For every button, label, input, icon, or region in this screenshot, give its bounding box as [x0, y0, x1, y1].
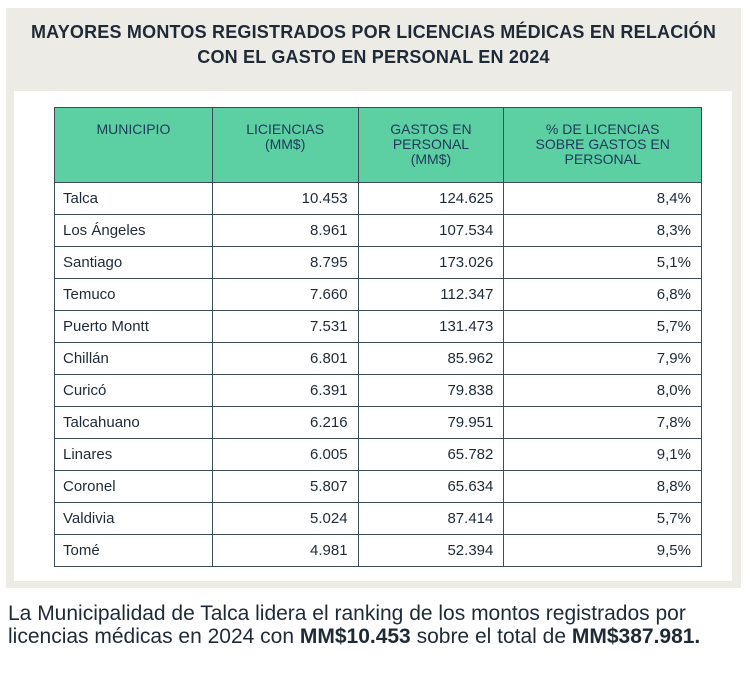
value-cell: 79.951 [358, 407, 504, 439]
value-cell: 6.801 [212, 343, 358, 375]
table-row [55, 343, 702, 375]
table-panel [14, 91, 732, 581]
value-cell: 52.394 [358, 535, 504, 567]
caption-text [8, 602, 748, 648]
value-cell: 6.216 [212, 407, 358, 439]
municipality-cell: Talca [55, 183, 213, 215]
chart-title [6, 20, 741, 70]
value-cell: 131.473 [358, 311, 504, 343]
table-row [55, 439, 702, 471]
value-cell: 6,8% [504, 279, 702, 311]
value-cell: 124.625 [358, 183, 504, 215]
value-cell: 5,7% [504, 311, 702, 343]
column-header-line: SOBRE GASTOS EN [535, 136, 670, 152]
table-header-row [55, 108, 702, 183]
table-row [55, 247, 702, 279]
table-row [55, 503, 702, 535]
column-header-line: PERSONAL [564, 151, 641, 167]
value-cell: 10.453 [212, 183, 358, 215]
value-cell: 8,4% [504, 183, 702, 215]
municipality-cell: Santiago [55, 247, 213, 279]
value-cell: 7.531 [212, 311, 358, 343]
table-row [55, 215, 702, 247]
value-cell: 7,9% [504, 343, 702, 375]
value-cell: 6.391 [212, 375, 358, 407]
infographic-card [6, 8, 741, 588]
value-cell: 9,1% [504, 439, 702, 471]
column-header [358, 108, 504, 183]
table-row [55, 183, 702, 215]
municipality-cell: Curicó [55, 375, 213, 407]
value-cell: 8,0% [504, 375, 702, 407]
value-cell: 85.962 [358, 343, 504, 375]
value-cell: 112.347 [358, 279, 504, 311]
value-cell: 8,8% [504, 471, 702, 503]
municipality-cell: Linares [55, 439, 213, 471]
column-header-line: % DE LICENCIAS [545, 121, 660, 137]
value-cell: 5.024 [212, 503, 358, 535]
title-part-2: MONTOS [126, 22, 207, 42]
value-cell: 6.005 [212, 439, 358, 471]
column-header [212, 108, 358, 183]
value-cell: 65.634 [358, 471, 504, 503]
value-cell: 65.782 [358, 439, 504, 471]
municipality-cell: Valdivia [55, 503, 213, 535]
column-header [55, 108, 213, 183]
table-row [55, 535, 702, 567]
table-row [55, 407, 702, 439]
column-header-line: LICIENCIAS [246, 121, 325, 137]
value-cell: 79.838 [358, 375, 504, 407]
table-body [55, 183, 702, 567]
column-header-line: MUNICIPIO [96, 121, 171, 137]
caption-text-1: La Municipalidad de Talca lidera el ranking de los montos registrados por licencias médicas en 2024 con [8, 602, 686, 648]
title-part-1: MAYORES [30, 22, 127, 42]
value-cell: 4.981 [212, 535, 358, 567]
municipality-cell: Los Ángeles [55, 215, 213, 247]
table-row [55, 279, 702, 311]
value-cell: 5,1% [504, 247, 702, 279]
value-cell: 173.026 [358, 247, 504, 279]
municipality-cell: Puerto Montt [55, 311, 213, 343]
title-part-3: REGISTRADOS POR LICENCIAS MÉDICAS EN RELACIÓN [206, 22, 717, 42]
column-header-line: GASTOS EN [390, 121, 472, 137]
municipality-cell: Temuco [55, 279, 213, 311]
table-row [55, 375, 702, 407]
caption-bold-1: MM$10.453 [299, 625, 411, 648]
municipality-cell: Talcahuano [55, 407, 213, 439]
municipality-cell: Coronel [55, 471, 213, 503]
caption-text-2: sobre el total de [410, 625, 572, 648]
column-header [504, 108, 702, 183]
value-cell: 87.414 [358, 503, 504, 535]
value-cell: 107.534 [358, 215, 504, 247]
column-header-line: PERSONAL [392, 136, 470, 152]
value-cell: 5,7% [504, 503, 702, 535]
value-cell: 7,8% [504, 407, 702, 439]
value-cell: 7.660 [212, 279, 358, 311]
title-line-1 [6, 20, 741, 45]
value-cell: 8.795 [212, 247, 358, 279]
data-table [54, 107, 702, 567]
table-row [55, 311, 702, 343]
table-row [55, 471, 702, 503]
column-header-line: (MM$) [264, 136, 306, 152]
value-cell: 8.961 [212, 215, 358, 247]
column-header-line: (MM$) [410, 151, 452, 167]
value-cell: 8,3% [504, 215, 702, 247]
municipality-cell: Tomé [55, 535, 213, 567]
caption-bold-2: MM$387.981. [571, 625, 701, 648]
value-cell: 9,5% [504, 535, 702, 567]
municipality-cell: Chillán [55, 343, 213, 375]
title-line-2: CON EL GASTO EN PERSONAL EN 2024 [197, 47, 550, 67]
value-cell: 5.807 [212, 471, 358, 503]
